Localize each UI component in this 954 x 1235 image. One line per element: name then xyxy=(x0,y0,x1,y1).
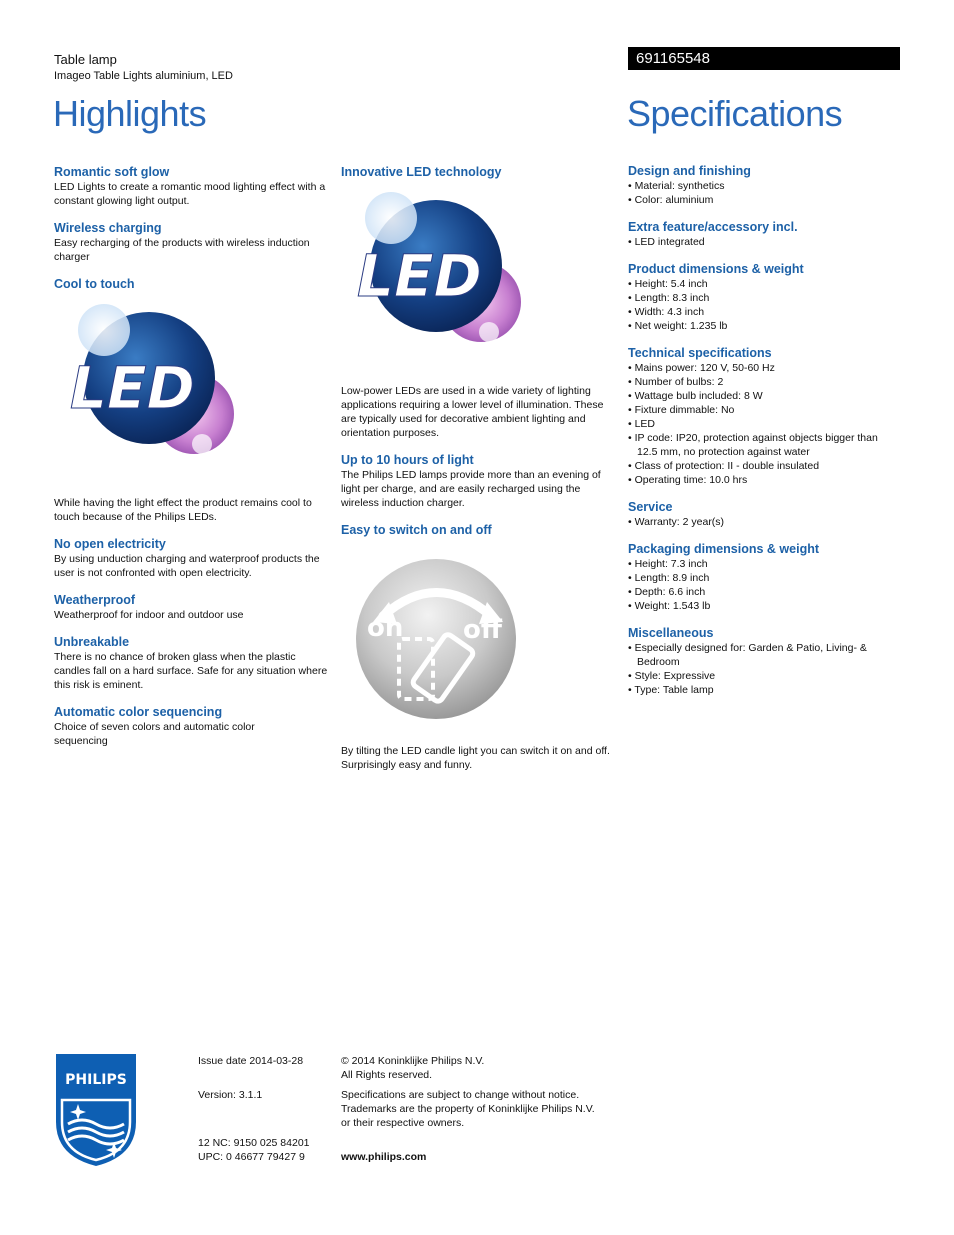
highlight-text: The Philips LED lamps provide more than an evening of light per charge, and are easily recharged using the wireless induction charger. xyxy=(341,469,601,509)
philips-shield-logo xyxy=(54,1052,138,1168)
highlight-wireless-charging xyxy=(54,221,329,264)
highlight-automatic-color-sequencing xyxy=(54,705,329,748)
highlight-text: There is no chance of broken glass when the plastic candles fall on a hard surface. Safe for any situation where this risk is eminent. xyxy=(54,651,328,691)
highlight-romantic-soft-glow xyxy=(54,165,329,208)
spec-item: • Warranty: 2 year(s) xyxy=(628,515,900,529)
highlight-no-open-electricity xyxy=(54,537,329,580)
highlight-innovative-led xyxy=(341,165,616,440)
spec-item: • Fixture dimmable: No xyxy=(628,403,900,417)
specifications-title: Specifications xyxy=(627,93,843,134)
highlight-heading: Weatherproof xyxy=(54,593,136,607)
highlight-up-to-10-hours xyxy=(341,453,616,510)
led-image-2 xyxy=(341,184,531,374)
highlight-cool-to-touch xyxy=(54,277,329,524)
highlight-heading: No open electricity xyxy=(54,537,166,551)
led-logo-icon xyxy=(54,296,244,486)
spec-heading: Design and finishing xyxy=(628,164,751,178)
philips-shield-icon xyxy=(54,1052,138,1168)
copyright: © 2014 Koninklijke Philips N.V. xyxy=(341,1055,485,1067)
issue-date: Issue date 2014-03-28 xyxy=(198,1055,304,1067)
highlight-text: Choice of seven colors and automatic color sequencing xyxy=(54,721,255,747)
highlight-heading: Wireless charging xyxy=(54,221,162,235)
product-code-bar: 691165548 xyxy=(628,47,900,70)
highlight-heading: Innovative LED technology xyxy=(341,165,502,179)
spec-item: • IP code: IP20, protection against objects bigger than 12.5 mm, no protection against water xyxy=(628,431,900,459)
highlight-heading: Easy to switch on and off xyxy=(341,523,492,537)
spec-item: • Depth: 6.6 inch xyxy=(628,585,900,599)
product-subtitle: Imageo Table Lights aluminium, LED xyxy=(54,70,233,82)
spec-item: • Type: Table lamp xyxy=(628,683,900,697)
highlight-text: By using unduction charging and waterproof products the user is not confronted with open electricity. xyxy=(54,553,320,579)
spec-heading: Product dimensions & weight xyxy=(628,262,804,276)
spec-item: • LED xyxy=(628,417,900,431)
spec-item: • Material: synthetics xyxy=(628,179,900,193)
notice-line-2: Trademarks are the property of Koninklijke Philips N.V. xyxy=(341,1103,595,1115)
spec-item: • Wattage bulb included: 8 W xyxy=(628,389,900,403)
spec-group-miscellaneous xyxy=(628,626,900,697)
spec-heading: Extra feature/accessory incl. xyxy=(628,220,798,234)
highlights-column-2 xyxy=(341,165,616,785)
tilt-switch-icon xyxy=(341,544,531,734)
spec-group-service xyxy=(628,500,900,529)
spec-item: • Length: 8.9 inch xyxy=(628,571,900,585)
spec-group-technical xyxy=(628,346,900,487)
spec-item: • Height: 5.4 inch xyxy=(628,277,900,291)
spec-heading: Packaging dimensions & weight xyxy=(628,542,820,556)
spec-item: • Style: Expressive xyxy=(628,669,900,683)
highlight-weatherproof xyxy=(54,593,329,622)
spec-item: • Weight: 1.543 lb xyxy=(628,599,900,613)
upc-code: UPC: 0 46677 79427 9 xyxy=(198,1151,305,1163)
spec-heading: Service xyxy=(628,500,673,514)
on-off-image xyxy=(341,544,531,734)
notice-line-1: Specifications are subject to change without notice. xyxy=(341,1089,580,1101)
highlight-text: While having the light effect the product remains cool to touch because of the Philips LEDs. xyxy=(54,497,312,523)
specifications-column xyxy=(628,164,900,710)
spec-item: • LED integrated xyxy=(628,235,900,249)
spec-item: • Mains power: 120 V, 50-60 Hz xyxy=(628,361,900,375)
led-logo-text: LED xyxy=(70,354,195,422)
led-image-1 xyxy=(54,296,244,486)
led-logo-text: LED xyxy=(357,242,482,310)
highlight-heading: Automatic color sequencing xyxy=(54,705,223,719)
spec-group-packaging-dimensions xyxy=(628,542,900,613)
version: Version: 3.1.1 xyxy=(198,1089,263,1101)
spec-item: • Net weight: 1.235 lb xyxy=(628,319,900,333)
website-link[interactable]: www.philips.com xyxy=(341,1151,427,1163)
spec-group-product-dimensions xyxy=(628,262,900,333)
rights: All Rights reserved. xyxy=(341,1069,433,1081)
highlight-heading: Unbreakable xyxy=(54,635,130,649)
spec-heading: Miscellaneous xyxy=(628,626,714,640)
spec-item: • Length: 8.3 inch xyxy=(628,291,900,305)
off-label: off xyxy=(463,615,502,645)
philips-logo-text: PHILIPS xyxy=(65,1072,127,1088)
spec-item: • Width: 4.3 inch xyxy=(628,305,900,319)
highlight-text: Low-power LEDs are used in a wide variety of lighting applications requiring a lower level of illumination. These are typically used for decorative ambient lighting and orientation purposes. xyxy=(341,385,604,439)
spec-item: • Class of protection: II - double insulated xyxy=(628,459,900,473)
product-name: Table lamp xyxy=(54,52,117,67)
highlights-column-1 xyxy=(54,165,329,761)
highlight-easy-switch xyxy=(341,523,616,772)
highlight-heading: Cool to touch xyxy=(54,277,135,291)
highlight-unbreakable xyxy=(54,635,329,692)
highlights-title: Highlights xyxy=(53,93,207,134)
spec-group-extra-feature xyxy=(628,220,900,249)
spec-item: • Especially designed for: Garden & Patio, Living- & Bedroom xyxy=(628,641,900,669)
nc-code: 12 NC: 9150 025 84201 xyxy=(198,1137,310,1149)
spec-item: • Color: aluminium xyxy=(628,193,900,207)
on-label: on xyxy=(367,613,404,643)
spec-heading: Technical specifications xyxy=(628,346,772,360)
highlight-heading: Up to 10 hours of light xyxy=(341,453,474,467)
spec-item: • Height: 7.3 inch xyxy=(628,557,900,571)
highlight-heading: Romantic soft glow xyxy=(54,165,170,179)
highlight-text: By tilting the LED candle light you can switch it on and off. Surprisingly easy and funny. xyxy=(341,745,610,771)
footer-legal xyxy=(341,1054,616,1164)
highlight-text: Weatherproof for indoor and outdoor use xyxy=(54,609,244,621)
notice-line-3: or their respective owners. xyxy=(341,1117,465,1129)
spec-item: • Number of bulbs: 2 xyxy=(628,375,900,389)
highlight-text: Easy recharging of the products with wireless induction charger xyxy=(54,237,310,263)
spec-item: • Operating time: 10.0 hrs xyxy=(628,473,900,487)
spec-group-design xyxy=(628,164,900,207)
led-logo-icon xyxy=(341,184,531,374)
footer-meta xyxy=(198,1054,328,1164)
highlight-text: LED Lights to create a romantic mood lighting effect with a constant glowing light output. xyxy=(54,181,326,207)
